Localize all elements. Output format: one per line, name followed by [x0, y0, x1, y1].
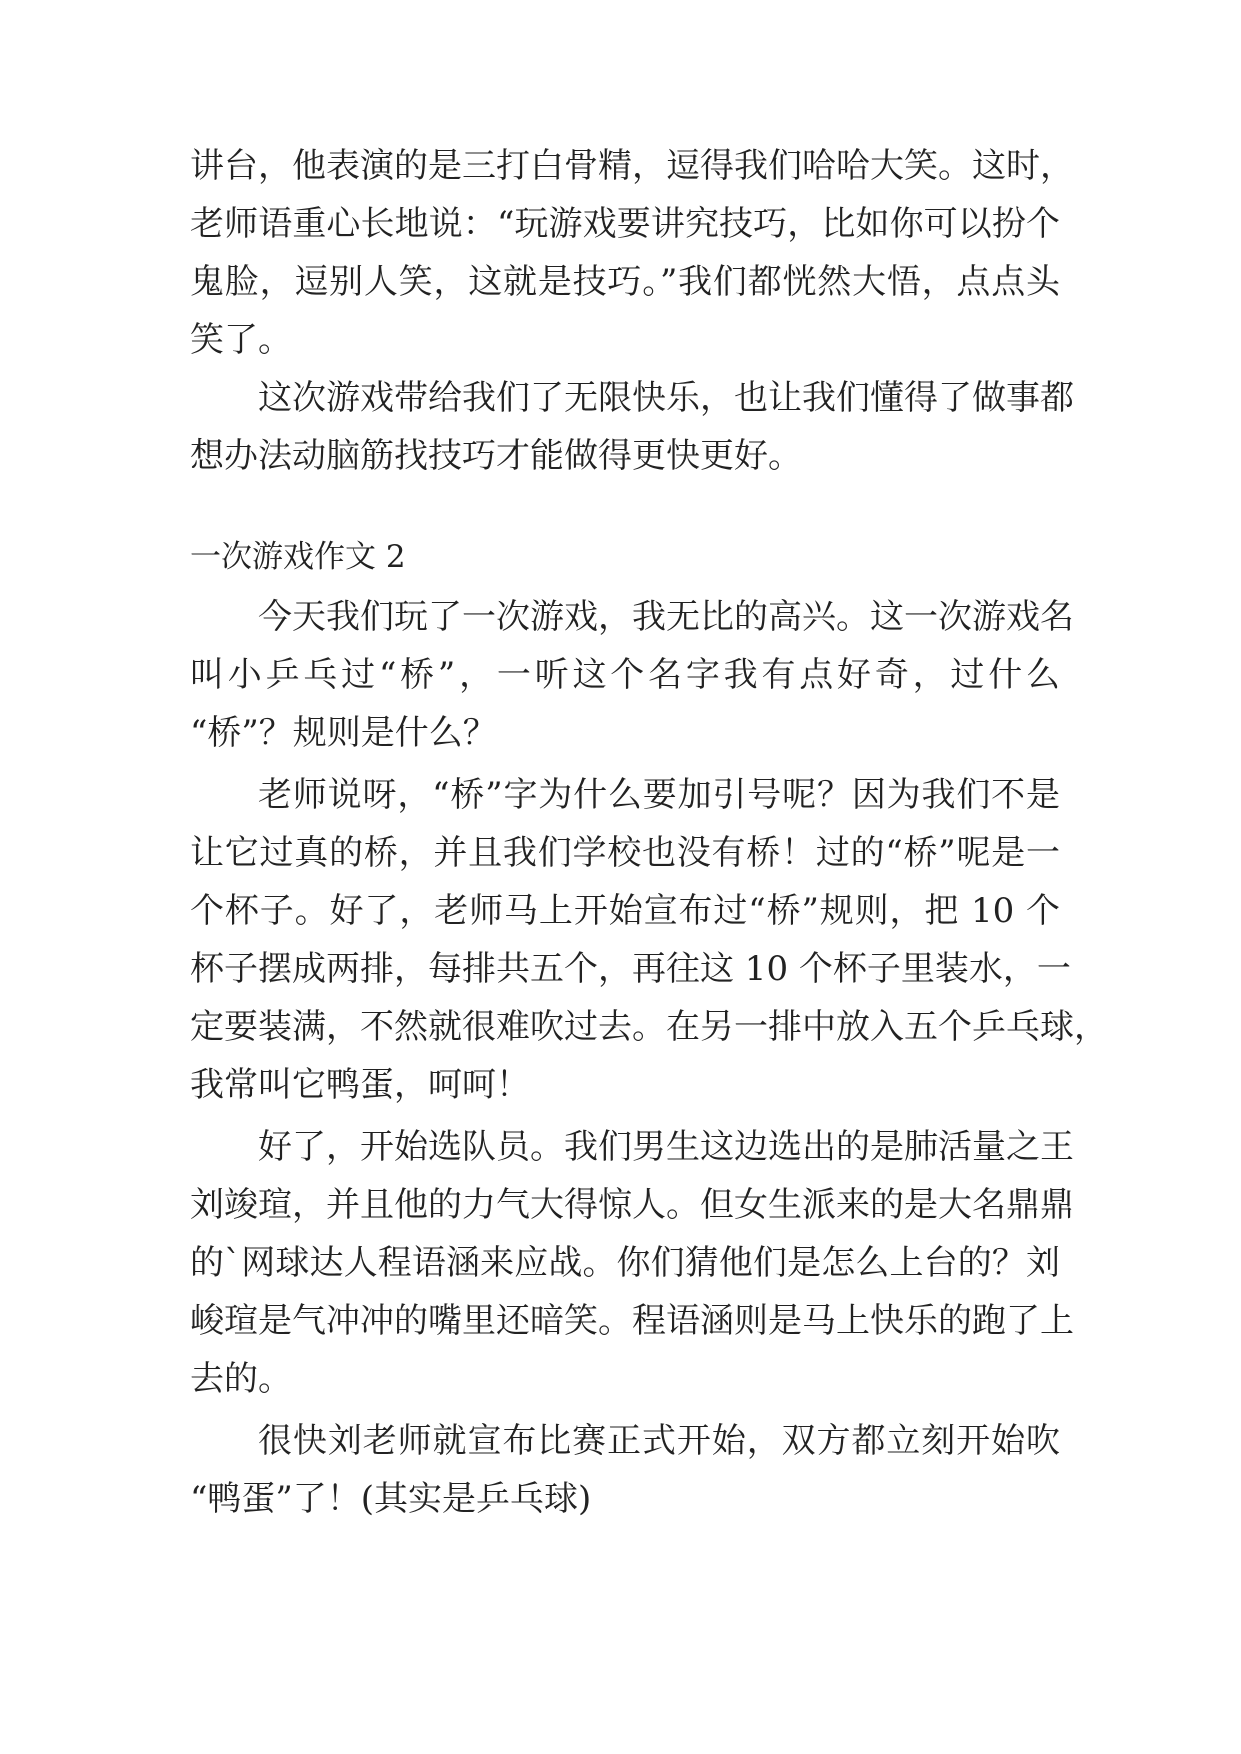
paragraph-line: “桥”？规则是什么？ — [190, 713, 497, 753]
paragraph-line: 杯子摆成两排，每排共五个，再往这 10 个杯子里装水，一 — [190, 949, 1071, 989]
paragraph-line: 老师语重心长地说：“玩游戏要讲究技巧，比如你可以扮个 — [190, 204, 1060, 244]
paragraph-line: 好了，开始选队员。我们男生这边选出的是肺活量之王 — [258, 1127, 1074, 1167]
paragraph-line: 叫小乒乓过“桥”，一听这个名字我有点好奇，过什么 — [190, 655, 1060, 695]
paragraph-line: 我常叫它鸭蛋，呵呵！ — [190, 1065, 530, 1105]
paragraph-line: 讲台，他表演的是三打白骨精，逗得我们哈哈大笑。这时， — [190, 146, 1074, 186]
essay-title: 一次游戏作文 2 — [190, 539, 406, 575]
paragraph-line: 去的。 — [190, 1359, 292, 1399]
paragraph-line: 想办法动脑筋找技巧才能做得更快更好。 — [190, 436, 802, 476]
paragraph-line: 今天我们玩了一次游戏，我无比的高兴。这一次游戏名 — [258, 597, 1074, 637]
paragraph-line: “鸭蛋”了！(其实是乒乓球) — [190, 1479, 592, 1519]
paragraph-line: 很快刘老师就宣布比赛正式开始，双方都立刻开始吹 — [258, 1421, 1060, 1461]
paragraph-line: 这次游戏带给我们了无限快乐，也让我们懂得了做事都 — [258, 378, 1074, 418]
paragraph-line: 刘竣瑄，并且他的力气大得惊人。但女生派来的是大名鼎鼎 — [190, 1185, 1074, 1225]
paragraph-line: 个杯子。好了，老师马上开始宣布过“桥”规则，把 10 个 — [190, 891, 1060, 931]
paragraph-line: 的`网球达人程语涵来应战。你们猜他们是怎么上台的？刘 — [190, 1243, 1060, 1283]
paragraph-line: 定要装满，不然就很难吹过去。在另一排中放入五个乒乓球， — [190, 1007, 1108, 1047]
paragraph-line: 让它过真的桥，并且我们学校也没有桥！过的“桥”呢是一 — [190, 833, 1060, 873]
paragraph-line: 笑了。 — [190, 320, 292, 360]
paragraph-line: 老师说呀，“桥”字为什么要加引号呢？因为我们不是 — [258, 775, 1060, 815]
paragraph-line: 鬼脸，逗别人笑，这就是技巧。”我们都恍然大悟，点点头 — [190, 262, 1060, 302]
paragraph-line: 峻瑄是气冲冲的嘴里还暗笑。程语涵则是马上快乐的跑了上 — [190, 1301, 1074, 1341]
